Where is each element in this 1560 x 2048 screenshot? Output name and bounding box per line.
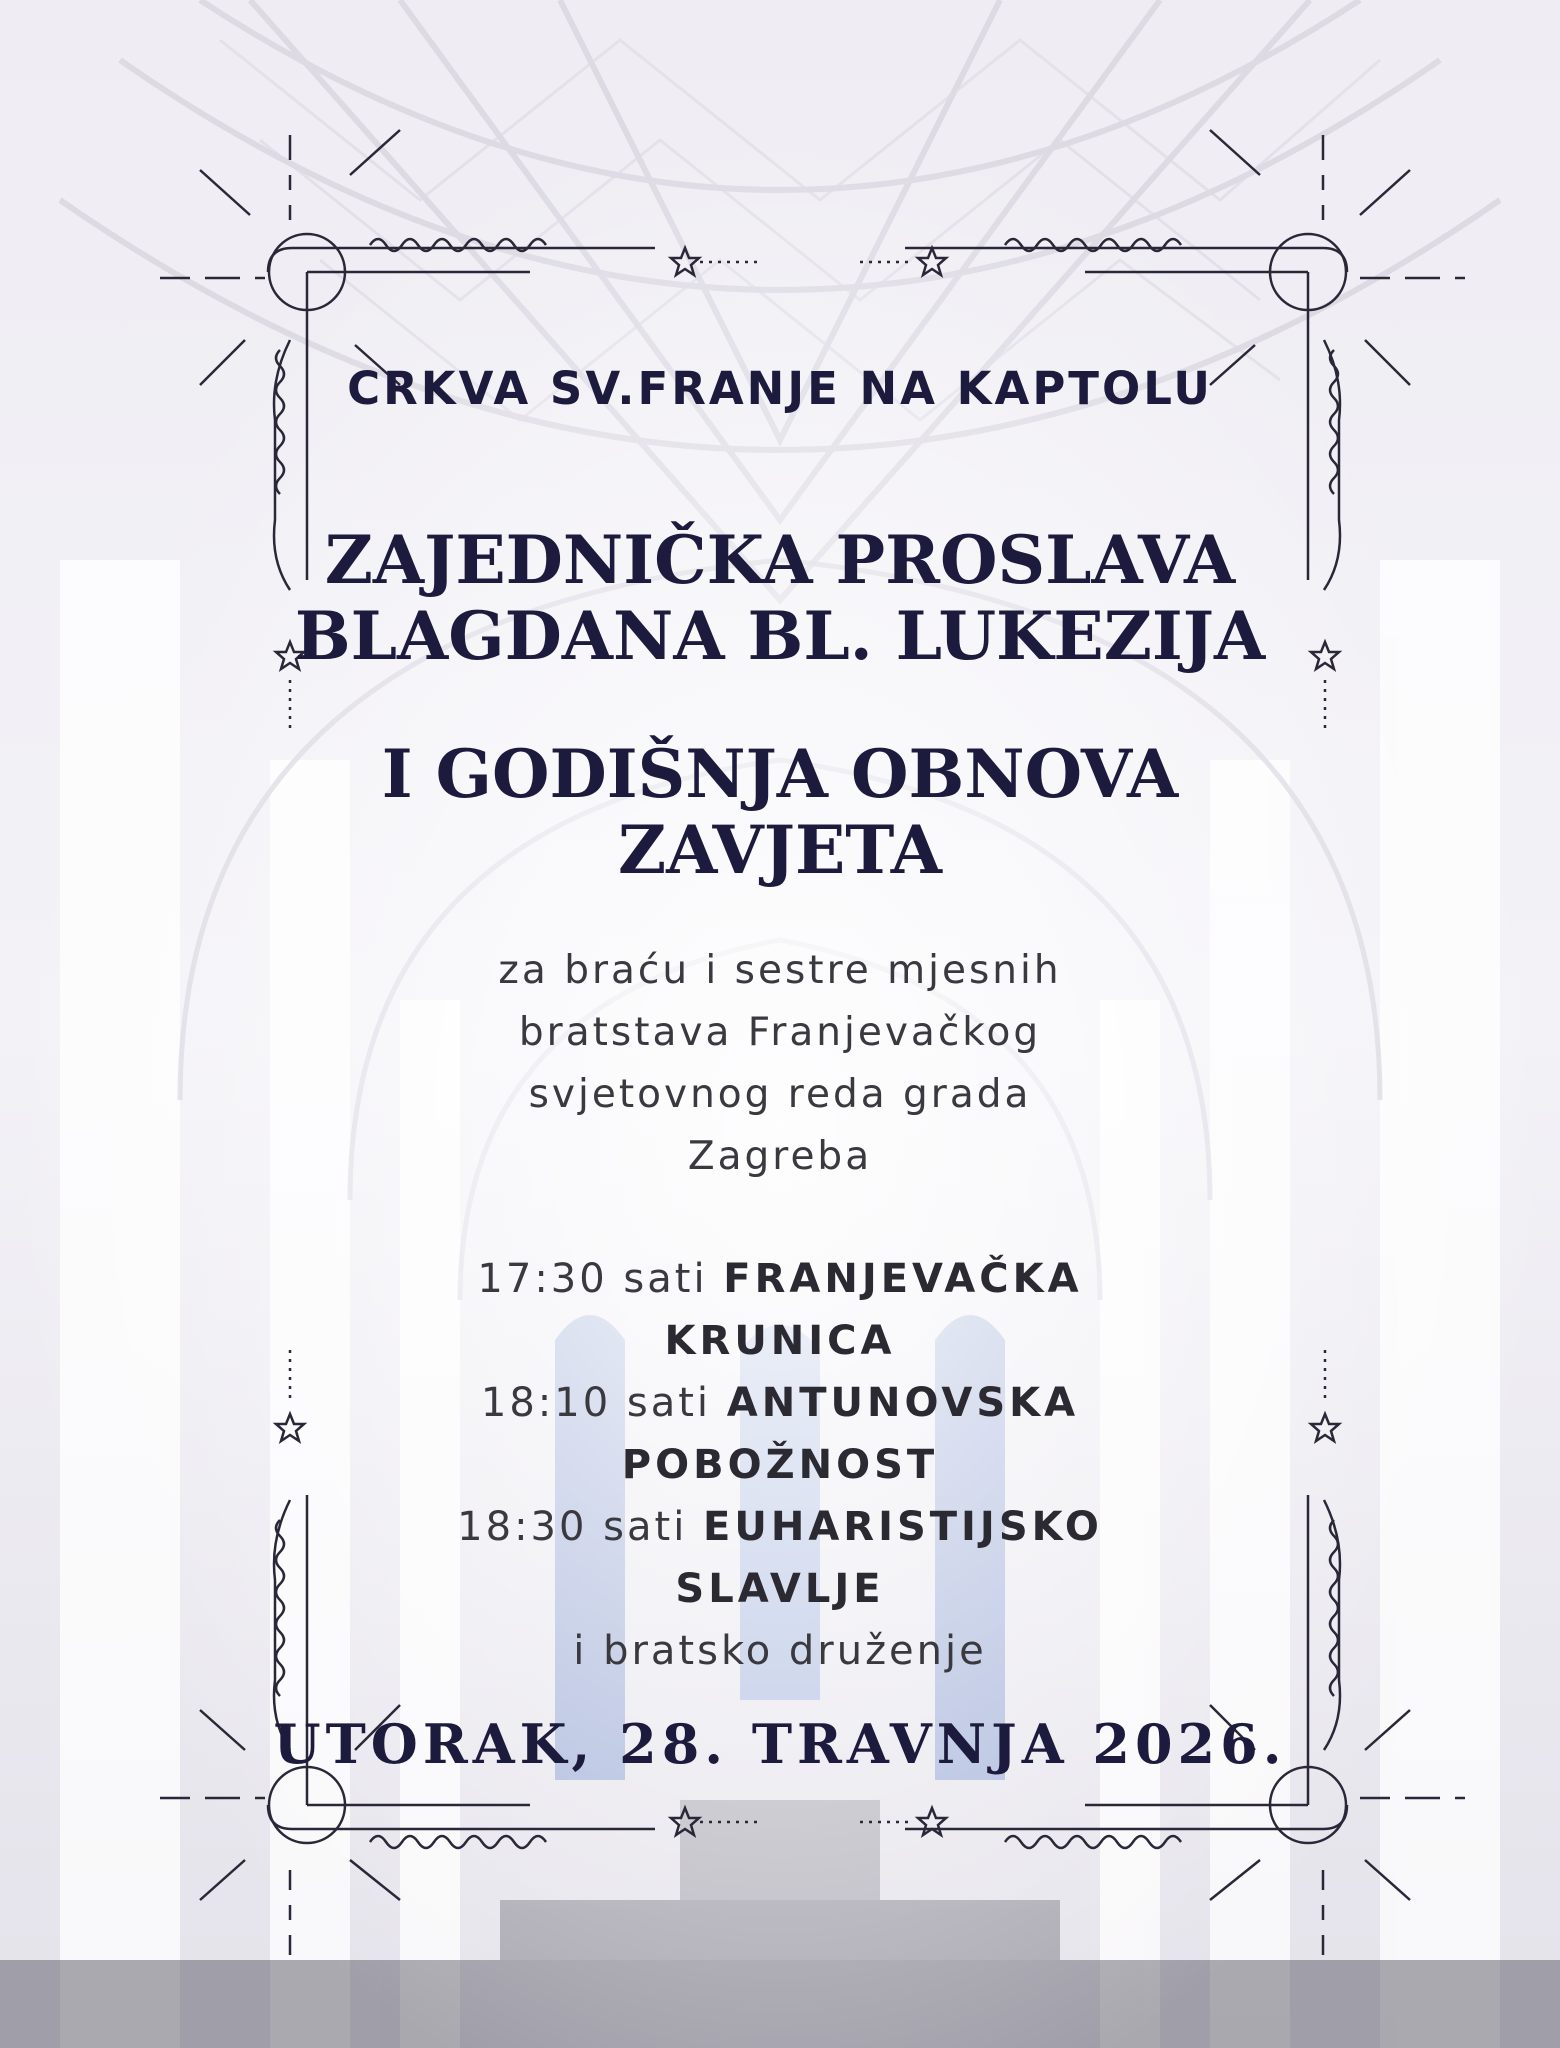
schedule-item-3 bbox=[0, 1496, 1560, 1558]
subtitle-line-2: bratstava Franjevačkog bbox=[518, 1010, 1042, 1055]
subtitle-line-3: svjetovnog reda grada bbox=[528, 1072, 1032, 1117]
schedule-event: POBOŽNOST bbox=[621, 1442, 939, 1488]
title-line-3: I GODIŠNJA OBNOVA bbox=[381, 735, 1179, 813]
schedule-time: 18:10 sati bbox=[480, 1380, 712, 1426]
schedule-item-2 bbox=[0, 1372, 1560, 1434]
subtitle-line-1: za braću i sestre mjesnih bbox=[498, 948, 1062, 993]
schedule-item-3-cont bbox=[0, 1558, 1560, 1620]
wavy-border bbox=[1005, 1836, 1181, 1848]
wavy-border bbox=[370, 1836, 546, 1848]
closing-line: i bratsko druženje bbox=[573, 1628, 987, 1674]
title-line-1: ZAJEDNIČKA PROSLAVA bbox=[324, 521, 1236, 599]
title-line-4: ZAVJETA bbox=[617, 811, 943, 889]
event-date: UTORAK, 28. TRAVNJA 2026. bbox=[273, 1712, 1287, 1776]
schedule-event: ANTUNOVSKA bbox=[726, 1380, 1080, 1426]
title-line-2: BLAGDANA BL. LUKEZIJA bbox=[294, 597, 1266, 675]
church-name: CRKVA SV.FRANJE NA KAPTOLU bbox=[347, 362, 1213, 415]
schedule-event: FRANJEVAČKA bbox=[723, 1256, 1083, 1302]
subtitle-line-4: Zagreba bbox=[687, 1134, 873, 1179]
schedule-time: 18:30 sati bbox=[457, 1504, 688, 1550]
schedule-time: 17:30 sati bbox=[477, 1256, 708, 1302]
schedule-event: EUHARISTIJSKO bbox=[703, 1504, 1103, 1550]
schedule-item-2-cont bbox=[0, 1434, 1560, 1496]
schedule-item-1 bbox=[0, 1248, 1560, 1310]
schedule-event: KRUNICA bbox=[664, 1318, 896, 1364]
schedule-item-1-cont bbox=[0, 1310, 1560, 1372]
schedule-event: SLAVLJE bbox=[675, 1566, 885, 1612]
